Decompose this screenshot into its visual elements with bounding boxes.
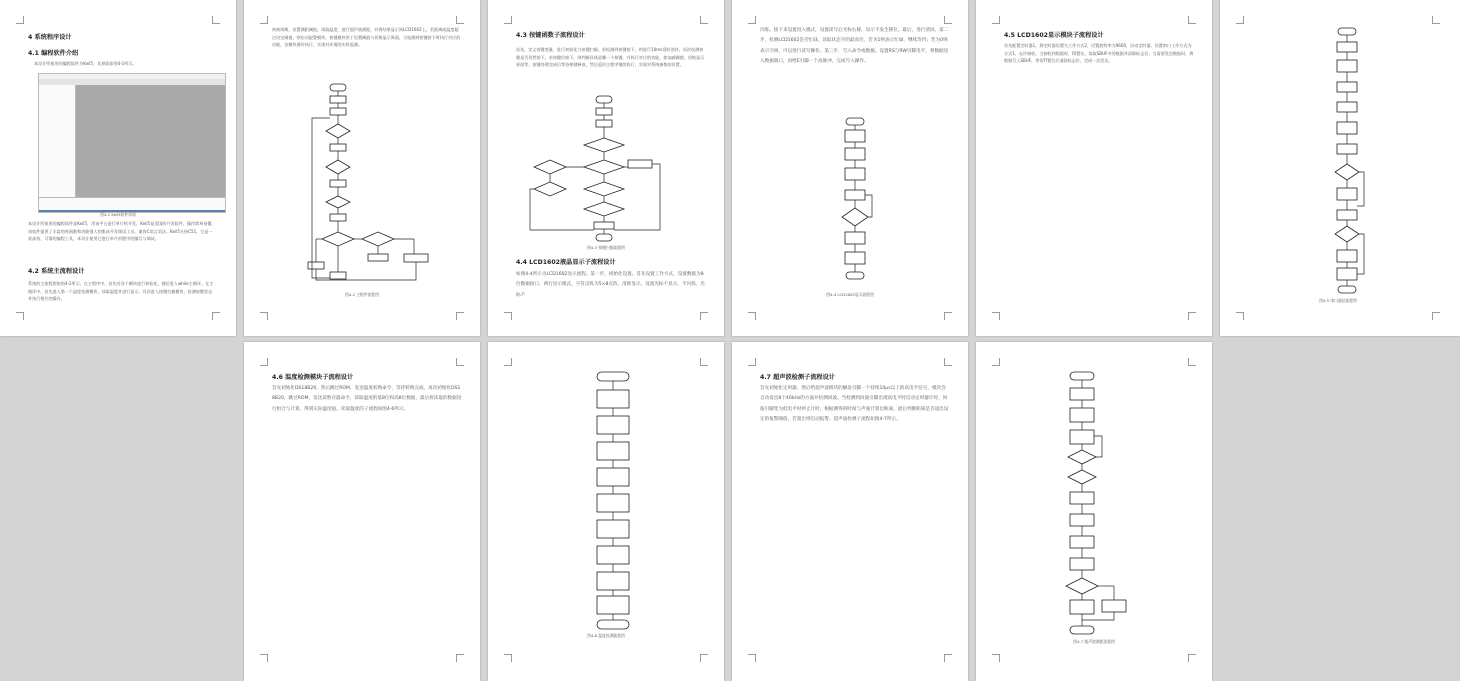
document-page-9[interactable] [732, 342, 968, 681]
crop-mark [944, 16, 952, 24]
figure-caption: 图4-4 LCD1602显示流程图 [826, 292, 874, 297]
body-paragraph: 如图4-4所示为LCD1602显示流程。第一步，初始化设置。首先设置工作方式，设置数据为8位数据接口，两行显示模式，字符点阵为5×8点阵，清除显示，设置光标不显示，不闪烁，光标不 [516, 272, 705, 298]
crop-mark [992, 16, 1000, 24]
crop-mark [260, 358, 268, 366]
crop-mark [212, 16, 220, 24]
crop-mark [456, 654, 464, 662]
figure-caption: 图4-2 主程序流程图 [345, 292, 379, 297]
crop-mark [504, 16, 512, 24]
crop-mark [456, 358, 464, 366]
crop-mark [260, 16, 268, 24]
chapter-heading: 4 系统程序设计 [28, 34, 72, 41]
figure-caption: 图4-7 超声波测距流程图 [1073, 639, 1115, 644]
crop-mark [748, 16, 756, 24]
crop-mark [1188, 358, 1196, 366]
body-paragraph: 闪烁。接下来设置进入模式，设置读写后光标右移，显示不发生移位。最后，进行清屏。第二步，检测LCD1602是否忙碌，读取状态字的最高位，若为1则表示忙碌，继续等待；若为0则表示空闲，可以进行读写操作。第三步，写入命令或数据。设置RS与RW引脚电平，将数据送入数据端口，再给E引脚一个高脉冲，完成写入操作。 [760, 28, 949, 65]
crop-mark [1236, 312, 1244, 320]
body-paragraph: 首先配置定时器1，将定时器设置为工作方式2，设置波特率为9600，启动定时器。设置串口工作方式为方式1，允许接收。当接收到数据时，RI置位，读取SBUF中的数据并清除标志位；当需要发送数据时，将数据写入SBUF，等待TI置位后清除标志位，完成一次发送。 [1004, 43, 1194, 64]
crop-mark [456, 16, 464, 24]
crop-mark [700, 358, 708, 366]
section-heading: 4.3 按键函数子流程设计 [516, 32, 585, 39]
crop-mark [260, 312, 268, 320]
body-paragraph: 首先初始化DS18B20，然后跳过ROM，发送温度转换命令，等待转换完成。再次初始化DS18B20，跳过ROM，发送读暂存器命令，读取温度的低8位和高8位数据，最后将读取的数据进行组合与计算，得到实际温度值。读取温度的子流程如图4-6所示。 [272, 386, 462, 412]
keil5-screenshot [38, 73, 226, 213]
crop-mark [16, 16, 24, 24]
crop-mark [1236, 16, 1244, 24]
crop-mark [700, 312, 708, 320]
section-heading: 4.4 LCD1602液晶显示子流程设计 [516, 259, 616, 266]
document-page-3[interactable] [488, 0, 724, 336]
crop-mark [1432, 312, 1440, 320]
figure-caption: 图4-1 Keil5软件界面 [100, 212, 136, 217]
ultrasonic-flowchart [1066, 370, 1146, 638]
figure-caption: 图4-3 按键扫描流程图 [587, 245, 625, 250]
document-page-10[interactable] [976, 342, 1212, 681]
body-paragraph: 转换周期，设置测距阈值，读取温度，进行超声波测距，并将结果显示到LCD1602上。若距离或温度超过设定阈值，则启动报警模块。按键模块用于设置阈值与切换显示界面，当检测到按键按下时执行对应的功能，各模块循环执行，实现对环境的实时监测。 [272, 27, 461, 48]
document-page-8[interactable] [488, 342, 724, 681]
crop-mark [504, 654, 512, 662]
crop-mark [456, 312, 464, 320]
crop-mark [748, 312, 756, 320]
crop-mark [944, 312, 952, 320]
crop-mark [1188, 312, 1196, 320]
crop-mark [992, 654, 1000, 662]
lcd-flowchart [836, 116, 876, 288]
crop-mark [700, 16, 708, 24]
document-page-1[interactable] [0, 0, 236, 336]
section-heading: 4.7 超声波检测子流程设计 [760, 374, 835, 381]
body-paragraph: 本设计所使用的编程软件是Keil5，用该平台进行单片机开发，Keil5是美国的开发软件，操作简单易懂，该软件提供了丰富的库函数和功能强大的集成开发调试工具，兼容C语言语法。Keil5支持C51，它是一款高效、可靠的编程工具，本设计使用它进行单片机程序的编写与调试。 [28, 221, 216, 242]
section-heading: 4.2 系统主流程设计 [28, 268, 85, 275]
crop-mark [748, 654, 756, 662]
crop-mark [944, 358, 952, 366]
document-page-4[interactable] [732, 0, 968, 336]
temperature-flowchart [593, 370, 633, 632]
crop-mark [1432, 16, 1440, 24]
section-heading: 4.1 编程软件介绍 [28, 50, 79, 57]
crop-mark [504, 312, 512, 320]
section-heading: 4.5 LCD1602显示模块子流程设计 [1004, 32, 1104, 39]
crop-mark [992, 312, 1000, 320]
document-page-7[interactable] [244, 342, 480, 681]
crop-mark [992, 358, 1000, 366]
serial-flowchart [1326, 26, 1370, 296]
document-page-2[interactable] [244, 0, 480, 336]
crop-mark [504, 358, 512, 366]
crop-mark [260, 654, 268, 662]
body-paragraph: 首先，定义按键变量，进行初始化与按键扫描。若检测到按键按下，则进行10ms延时消抖，再次检测按键是否仍然按下。若按键仍按下，则判断具体是哪一个按键，并执行对应的功能，如加减阈值、切换显示界面等。按键处理完成后等待按键释放，然后返回主程序继续执行，实现对系统参数的设置。 [516, 47, 705, 68]
crop-mark [1188, 654, 1196, 662]
document-page-5[interactable] [976, 0, 1212, 336]
section-heading: 4.6 温度检测模块子流程设计 [272, 374, 354, 381]
document-page-6[interactable] [1220, 0, 1460, 336]
crop-mark [16, 312, 24, 320]
keypad-flowchart [528, 94, 678, 244]
crop-mark [748, 358, 756, 366]
body-paragraph: 首先初始化定时器，然后给超声波模块的触发引脚一个持续10μs以上的高电平信号，模块会自动发出8个40kHz的方波并检测回波。当检测到回波引脚出现高电平时启动定时器计时，回波引脚变为低电平时停止计时，根据测得的时间与声速计算出距离，最后判断距离是否超出设定的报警阈值，若超出则启动报警。超声波检测子流程如图4-7所示。 [760, 386, 949, 423]
crop-mark [700, 654, 708, 662]
crop-mark [1188, 16, 1196, 24]
main-flowchart [304, 82, 434, 288]
body-paragraph: 系统的主流程图如图4-2所示。在主程序中，首先对各个模块进行初始化，随后进入while主循环。在主循环中，首先进入第一个温度检测模块，读取温度并进行显示。其次进入按键扫描模块，检测按键状态并执行相应的操作。 [28, 281, 214, 302]
intro-paragraph: 本设计所使用的编程软件为Keil5，其界面如图4-1所示。 [34, 61, 137, 66]
figure-caption: 图4-5 串口通信流程图 [1319, 298, 1357, 303]
figure-caption: 图4-6 温度检测流程图 [587, 633, 625, 638]
crop-mark [944, 654, 952, 662]
